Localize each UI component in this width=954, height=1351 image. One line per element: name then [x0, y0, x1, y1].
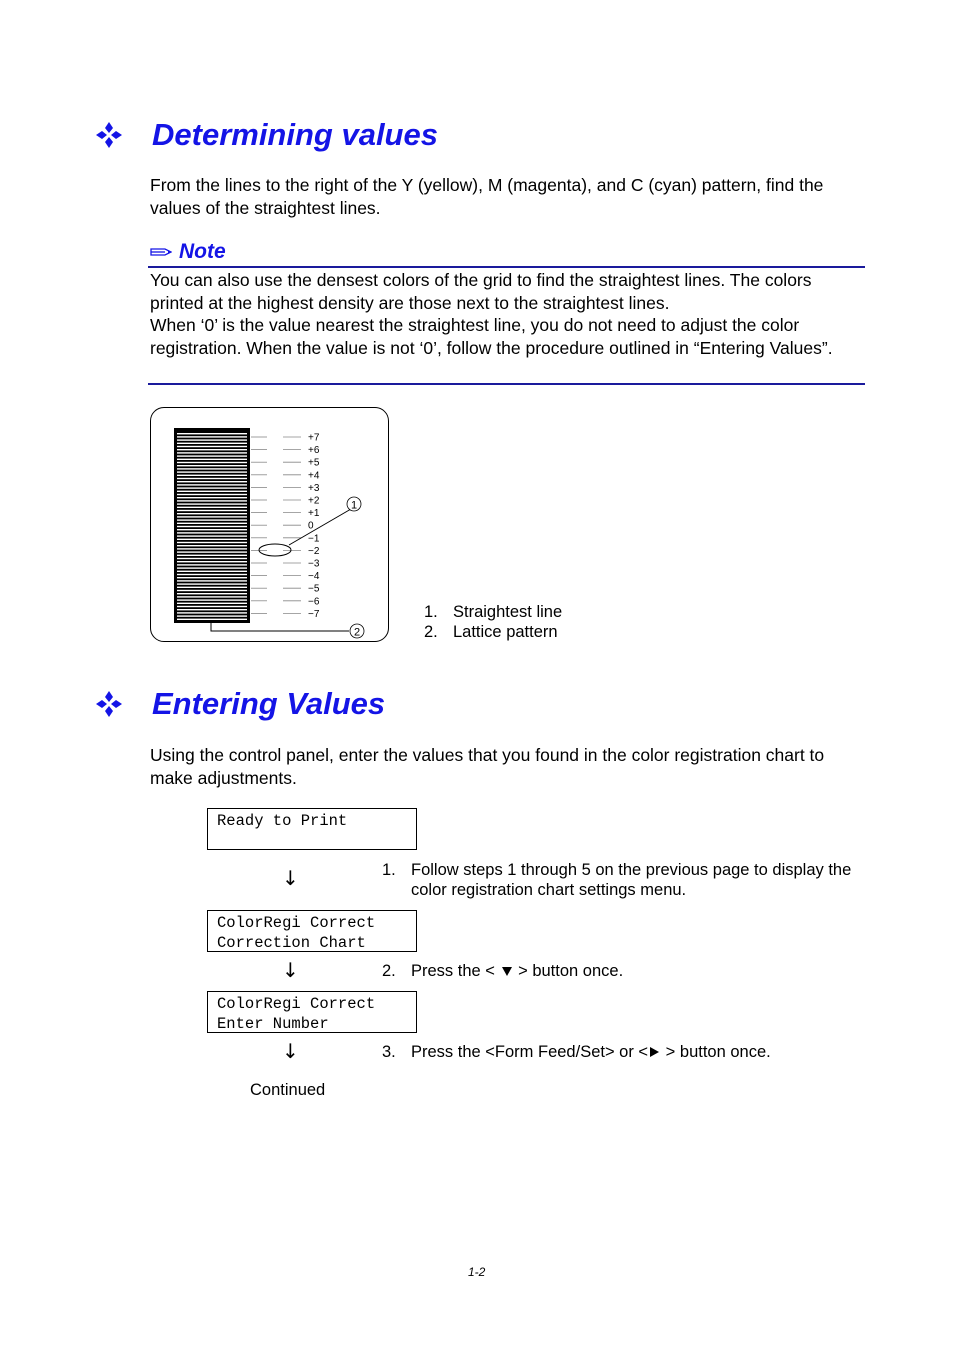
down-triangle-icon: [502, 967, 512, 976]
step-number: 1.: [382, 861, 396, 879]
scale-label: −3: [308, 558, 320, 570]
lattice-line: [177, 583, 247, 584]
step-number: 3.: [382, 1043, 396, 1061]
scale-label: +7: [308, 432, 320, 444]
callout-line-2: [211, 622, 349, 631]
registration-chart-illustration: [151, 408, 388, 641]
callout-number-2: 2: [353, 626, 361, 639]
lattice-line: [177, 513, 247, 514]
scale-label: +5: [308, 457, 320, 469]
callout-line-1: [289, 509, 351, 545]
lcd-display-correction-chart: [207, 910, 417, 952]
scale-label: −1: [308, 533, 320, 545]
section-heading-determining: [94, 117, 438, 153]
lattice-line: [177, 564, 247, 565]
note-label: Note: [179, 240, 226, 263]
lattice-line: [177, 516, 247, 517]
pencil-note-icon: [150, 246, 172, 258]
diamond-bullet-icon: [94, 689, 124, 719]
legend-number: 2.: [424, 623, 438, 641]
page-number: 1-2: [468, 1265, 486, 1279]
lattice-line: [177, 491, 247, 492]
note-paragraph-2: When ‘0’ is the value nearest the straightest line, you do not need to adjust the color registration. When the value is not ‘0’, follow the procedure outlined in “Entering Values”.: [150, 315, 833, 358]
legend-item-2: [424, 623, 558, 642]
section-title: Determining values: [152, 117, 438, 152]
lattice-line: [177, 439, 247, 440]
lattice-line: [177, 535, 247, 536]
scale-label: −7: [308, 608, 320, 620]
lattice-line: [177, 619, 247, 620]
lattice-line: [177, 459, 247, 460]
lcd-line-1: ColorRegi Correct: [217, 914, 376, 932]
scale-label: −6: [308, 596, 320, 608]
lattice-line: [177, 571, 247, 572]
lattice-line: [177, 481, 247, 482]
scale-label: +6: [308, 445, 320, 457]
lcd-line-2: Enter Number: [217, 1015, 329, 1033]
lattice-line: [177, 465, 247, 466]
down-arrow-icon: ↓: [282, 1039, 299, 1063]
lcd-display-ready: [207, 808, 417, 850]
lattice-line: [177, 532, 247, 533]
lattice-line: [177, 615, 247, 616]
legend-item-1: [424, 603, 562, 622]
instructions-paragraph: Using the control panel, enter the values that you found in the color registration chart to make adjustments.: [150, 745, 825, 788]
lattice-line: [177, 487, 247, 488]
scale-label: −5: [308, 583, 320, 595]
continued-label: Continued: [250, 1081, 326, 1099]
lattice-line: [177, 443, 247, 444]
step-2: [382, 961, 882, 981]
note-bottom-divider: [148, 383, 865, 385]
lattice-line: [177, 596, 247, 597]
lattice-line: [177, 548, 247, 549]
note-top-divider: [148, 266, 865, 268]
lattice-line: [177, 551, 247, 552]
lattice-line: [177, 471, 247, 472]
lattice-line: [177, 558, 247, 559]
lattice-line: [177, 478, 247, 479]
step-text-after: > button once.: [665, 1043, 771, 1061]
lattice-line: [177, 609, 247, 610]
section-title: Entering Values: [152, 686, 386, 721]
legend-text: Straightest line: [453, 603, 563, 621]
lattice-line: [177, 494, 247, 495]
note-body: [150, 269, 866, 359]
lattice-line: [177, 455, 247, 456]
lattice-line: [177, 475, 247, 476]
lattice-line: [177, 449, 247, 450]
down-arrow-icon: ↓: [282, 866, 299, 890]
note-header: [150, 240, 226, 264]
legend-number: 1.: [424, 603, 438, 621]
step-text-before: Press the <: [411, 962, 495, 980]
lattice-line: [177, 462, 247, 463]
scale-label: +3: [308, 482, 320, 494]
scale-label: +4: [308, 470, 320, 482]
lattice-line: [177, 497, 247, 498]
scale-label: −2: [308, 545, 320, 557]
registration-chart-figure: [150, 407, 389, 642]
intro-paragraph: From the lines to the right of the Y (yellow), M (magenta), and C (cyan) pattern, find the values of the straightest lines.: [150, 175, 824, 218]
lattice-line: [177, 545, 247, 546]
lattice-line: [177, 519, 247, 520]
scale-label: 0: [308, 520, 314, 532]
right-triangle-icon: [650, 1047, 659, 1057]
lattice-line: [177, 603, 247, 604]
lattice-line: [177, 561, 247, 562]
lattice-line: [177, 606, 247, 607]
lattice-line: [177, 446, 247, 447]
lattice-line: [177, 555, 247, 556]
lattice-line: [177, 452, 247, 453]
lattice-line: [177, 484, 247, 485]
diamond-bullet-icon: [94, 120, 124, 150]
lattice-line: [177, 529, 247, 530]
lattice-line: [177, 503, 247, 504]
lattice-line: [177, 587, 247, 588]
step-text: Follow steps 1 through 5 on the previous page to display the color registration chart settings menu.: [411, 861, 852, 899]
lattice-line: [177, 500, 247, 501]
step-number: 2.: [382, 962, 396, 980]
lcd-line-1: ColorRegi Correct: [217, 995, 376, 1013]
note-paragraph-1: You can also use the densest colors of the grid to find the straightest lines. The colors printed at the highest density are those next to the straightest lines.: [150, 270, 812, 313]
lattice-line: [177, 577, 247, 578]
scale-label: +1: [308, 508, 320, 520]
step-text-after: > button once.: [518, 962, 624, 980]
step-text-before: Press the <Form Feed/Set> or <: [411, 1043, 649, 1061]
lattice-line: [177, 507, 247, 508]
step-1: [382, 860, 882, 900]
callout-number-1: 1: [350, 499, 358, 512]
lattice-line: [177, 567, 247, 568]
lattice-line: [177, 574, 247, 575]
down-arrow-icon: ↓: [282, 958, 299, 982]
lcd-line-2: Correction Chart: [217, 934, 366, 952]
section-heading-entering: [94, 686, 385, 722]
lattice-line: [177, 539, 247, 540]
scale-label: −4: [308, 571, 320, 583]
lattice-line: [177, 468, 247, 469]
lattice-line: [177, 612, 247, 613]
lattice-line: [177, 599, 247, 600]
lattice-line: [177, 526, 247, 527]
lcd-display-enter-number: [207, 991, 417, 1033]
lattice-line: [177, 590, 247, 591]
lattice-line: [177, 542, 247, 543]
lattice-line: [177, 580, 247, 581]
step-3: [382, 1042, 882, 1062]
lattice-line: [177, 523, 247, 524]
lcd-line-1: Ready to Print: [217, 812, 348, 830]
scale-labels: [308, 433, 320, 620]
lattice-line: [177, 436, 247, 437]
scale-label: +2: [308, 495, 320, 507]
lattice-pattern: [174, 428, 250, 623]
scale-tick-lines: [251, 437, 301, 613]
legend-text: Lattice pattern: [453, 623, 558, 641]
lattice-line: [177, 593, 247, 594]
lattice-line: [177, 433, 247, 434]
lattice-line: [177, 510, 247, 511]
